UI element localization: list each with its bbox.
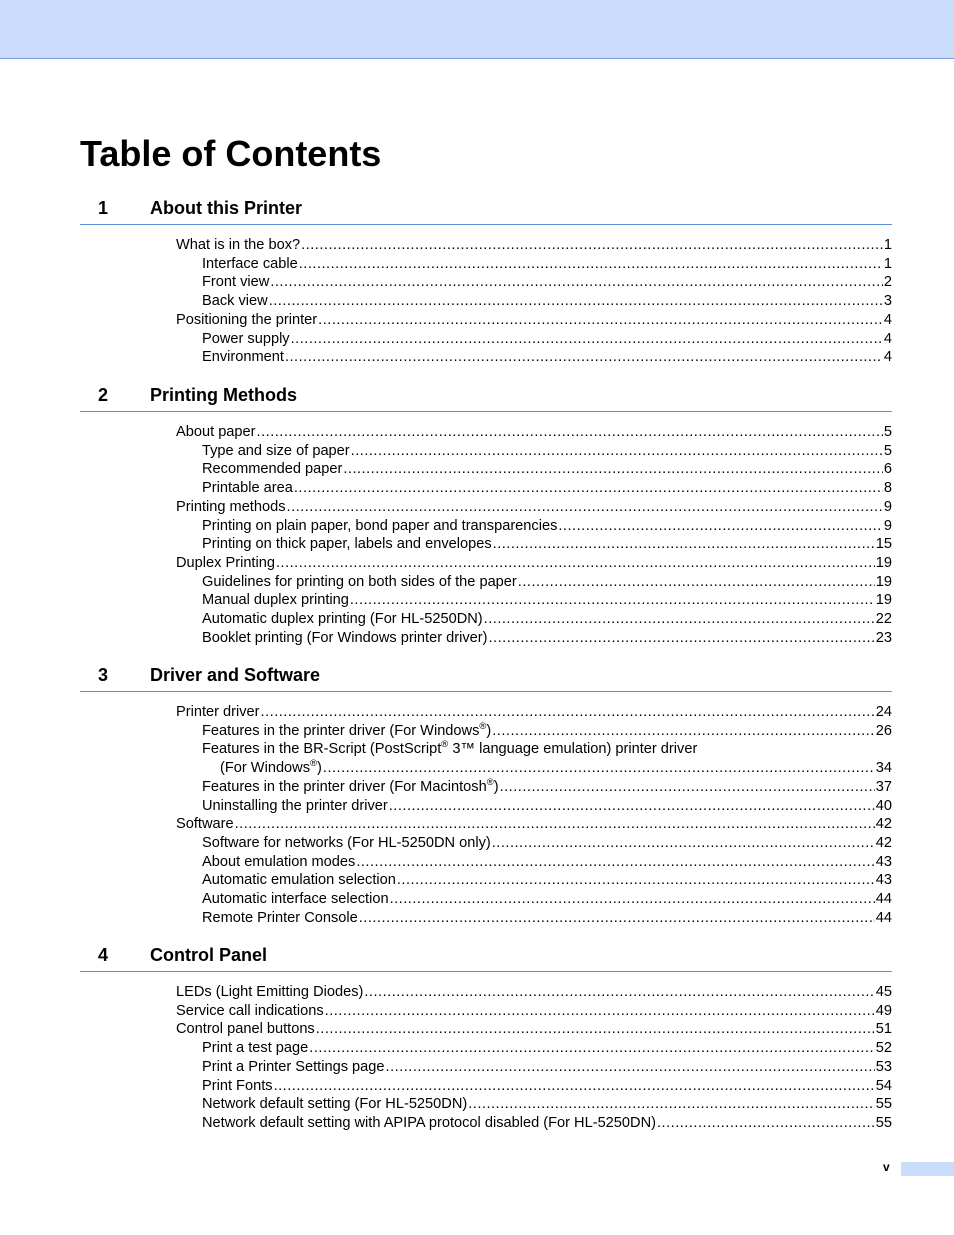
toc-entry-title-text: Printer driver	[176, 704, 260, 720]
toc-entry-title-text: Features in the printer driver (For Macintosh	[202, 778, 487, 795]
dot-leader	[270, 273, 883, 292]
toc-entry-page: 34	[875, 760, 892, 777]
toc-entry[interactable]	[202, 797, 892, 816]
toc-entry-title	[202, 834, 491, 853]
toc-entry[interactable]	[202, 778, 892, 797]
toc-entry[interactable]	[202, 442, 892, 461]
dot-leader	[397, 871, 875, 890]
toc-entry-page: 49	[875, 1002, 892, 1019]
toc-entry-page: 9	[883, 517, 892, 534]
chapter-title: Driver and Software	[150, 665, 321, 685]
toc-entry-page: 24	[875, 704, 892, 720]
toc-entry[interactable]	[176, 983, 892, 1002]
dot-leader	[323, 759, 875, 778]
toc-entry-title	[202, 273, 269, 292]
toc-entry-title-suffix: 3™ language emulation) printer driver	[448, 741, 698, 758]
dot-leader	[492, 722, 875, 741]
toc-entry-page: 42	[875, 834, 892, 851]
dot-leader	[500, 778, 875, 797]
toc-entry[interactable]	[202, 1039, 892, 1058]
chapter-heading[interactable]	[80, 943, 892, 972]
toc-entry-page: 44	[875, 909, 892, 926]
toc-entry-page: 26	[875, 722, 892, 739]
toc-entry-page: 45	[875, 984, 892, 1000]
registered-mark: ®	[441, 740, 449, 751]
toc-entry-page: 5	[883, 424, 892, 440]
toc-entry-title-text: Recommended paper	[202, 461, 343, 478]
toc-entry-page: 22	[875, 611, 892, 627]
toc-entry-title	[176, 703, 260, 722]
toc-entry-page: 9	[883, 498, 892, 515]
toc-entry-page: 6	[883, 461, 892, 478]
chapter-title: Printing Methods	[150, 385, 297, 405]
dot-leader	[364, 983, 874, 1002]
toc-entry-title	[202, 871, 396, 890]
dot-leader	[269, 292, 883, 311]
page-title: Table of Contents	[80, 133, 382, 174]
toc-entry-title-text: Network default setting (For HL-5250DN)	[202, 1096, 468, 1113]
header-band	[0, 0, 954, 59]
toc-entry-title-text: Printable area	[202, 480, 293, 497]
toc-entry-title	[202, 797, 388, 816]
toc-entry-title	[202, 517, 557, 536]
toc-entry-title-text: LEDs (Light Emitting Diodes)	[176, 984, 364, 1000]
toc-entry-title	[202, 629, 487, 648]
toc-entry[interactable]	[202, 722, 892, 741]
dot-leader	[261, 703, 875, 722]
toc-entry[interactable]	[202, 1058, 892, 1077]
toc-entry-page: 3	[883, 293, 892, 310]
dot-leader	[299, 255, 883, 274]
toc-entry-page: 4	[883, 311, 892, 328]
toc-entry-title	[202, 292, 268, 311]
toc-entry-title	[202, 255, 298, 274]
toc-entry-page: 19	[875, 573, 892, 590]
toc-entry[interactable]	[202, 1095, 892, 1114]
toc-entry-title-text: Duplex Printing	[176, 554, 275, 571]
toc-entry[interactable]	[202, 255, 892, 274]
toc-entry-title-text: Environment	[202, 349, 284, 366]
toc-entry[interactable]	[202, 479, 892, 498]
toc-entry[interactable]	[202, 591, 892, 610]
toc-entry-title-text: Interface cable	[202, 255, 298, 272]
toc-entry-title	[202, 909, 358, 928]
chapter-heading[interactable]	[80, 196, 892, 225]
toc-entry[interactable]	[202, 890, 892, 909]
toc-entry-page: 43	[875, 872, 892, 889]
dot-leader	[488, 629, 874, 648]
dot-leader	[276, 554, 875, 573]
toc-entry-page: 51	[875, 1021, 892, 1038]
toc-entry-title-text: Front view	[202, 274, 270, 291]
toc-entry[interactable]	[202, 909, 892, 928]
toc-entry-page: 53	[875, 1058, 892, 1075]
chapter-heading[interactable]	[80, 663, 892, 692]
toc-entry-title-text: Uninstalling the printer driver	[202, 797, 388, 814]
dot-leader	[468, 1095, 875, 1114]
toc-entry-title	[202, 1058, 385, 1077]
toc-entry-title-text: Control panel buttons	[176, 1021, 315, 1038]
toc-entry-page: 40	[875, 797, 892, 814]
toc-entry-title	[176, 498, 286, 517]
toc-entry-title-text: About paper	[176, 424, 256, 440]
dot-leader	[386, 1058, 875, 1077]
toc-entry-page: 15	[875, 536, 892, 553]
toc-entry[interactable]	[202, 573, 892, 592]
toc-entry-title	[202, 535, 492, 554]
toc-entry-title	[202, 573, 517, 592]
toc-entry-title-text: About emulation modes	[202, 853, 356, 870]
toc-entry-title	[202, 479, 293, 498]
chapter-number: 3	[98, 665, 109, 685]
dot-leader	[285, 348, 883, 367]
dot-leader	[350, 591, 875, 610]
dot-leader	[274, 1077, 875, 1096]
dot-leader	[325, 1002, 875, 1021]
dot-leader	[492, 834, 875, 853]
toc-entry-title	[176, 1002, 324, 1021]
chapter-number: 4	[98, 945, 109, 965]
toc-entry-title-text: Guidelines for printing on both sides of the paper	[202, 573, 517, 590]
toc-entry-title	[202, 740, 697, 759]
dot-leader	[287, 498, 883, 517]
toc-entry-page: 54	[875, 1077, 892, 1094]
registered-mark: ®	[310, 759, 318, 770]
dot-leader	[318, 311, 883, 330]
toc-entry-title-text: Print Fonts	[202, 1077, 273, 1094]
toc-entry-title-text: Automatic duplex printing (For HL-5250DN)	[202, 611, 483, 627]
toc-entry-title	[202, 1077, 273, 1096]
toc-entry-title-text: Printing on plain paper, bond paper and transparencies	[202, 517, 558, 534]
footer-tab	[901, 1162, 954, 1176]
toc-entry-title	[176, 1020, 315, 1039]
dot-leader	[309, 1039, 874, 1058]
toc-entry-title-text: Positioning the printer	[176, 311, 318, 328]
toc-entry-title	[176, 236, 300, 255]
toc-entry[interactable]	[176, 703, 892, 722]
toc-entry-title-text: Automatic interface selection	[202, 891, 389, 907]
toc-entry-title	[202, 610, 483, 629]
toc-entry[interactable]	[202, 460, 892, 479]
toc-entry-title-text: Network default setting with APIPA protocol disabled (For HL-5250DN)	[202, 1114, 656, 1131]
toc-entry-title-text: Software	[176, 816, 234, 833]
toc-entry-page: 44	[875, 891, 892, 907]
toc-entry[interactable]	[176, 1002, 892, 1021]
chapter-number: 1	[98, 198, 109, 218]
toc-entry-page: 19	[875, 592, 892, 609]
toc-entry-page: 37	[875, 778, 892, 795]
toc-entry-title	[202, 778, 499, 797]
toc-entry-page: 19	[875, 554, 892, 571]
chapter-number: 2	[98, 385, 109, 405]
dot-leader	[484, 610, 875, 629]
toc-entry-title-text: Print a Printer Settings page	[202, 1058, 385, 1075]
toc-entry-title	[176, 311, 317, 330]
toc-entry-title	[202, 1039, 308, 1058]
dot-leader	[657, 1114, 875, 1133]
toc-entry-page: 2	[883, 274, 892, 291]
toc-entry-title-suffix: )	[486, 722, 492, 739]
toc-entry-title-text: Features in the printer driver (For Windows	[202, 722, 480, 739]
dot-leader	[558, 517, 883, 536]
toc-entry-title-text: Features in the BR-Script (PostScript	[202, 741, 442, 758]
toc-entry-title	[202, 330, 290, 349]
dot-leader	[493, 535, 875, 554]
toc-entry[interactable]	[202, 330, 892, 349]
toc-entry-title	[202, 460, 342, 479]
toc-entry[interactable]	[202, 348, 892, 367]
toc-entry[interactable]	[176, 311, 892, 330]
toc-entry-page: 1	[883, 237, 892, 253]
toc-entry-title	[176, 983, 363, 1002]
toc-entry-title	[202, 853, 355, 872]
toc-entry-title-text: Remote Printer Console	[202, 909, 358, 926]
toc-entry-title	[220, 759, 322, 778]
toc-entry[interactable]	[202, 740, 892, 759]
toc-entry-title-text: What is in the box?	[176, 237, 301, 253]
page-number: v	[883, 1160, 890, 1174]
toc-entry-title	[202, 348, 284, 367]
dot-leader	[390, 890, 875, 909]
toc-entry-page: 8	[883, 480, 892, 497]
toc-entry-page: 4	[883, 349, 892, 366]
toc-entry[interactable]	[202, 610, 892, 629]
toc-entry-page: 1	[883, 255, 892, 272]
toc-entry[interactable]	[202, 535, 892, 554]
toc-entry-title-text: Type and size of paper	[202, 442, 350, 459]
toc-entry-title	[202, 722, 491, 741]
toc-entry[interactable]	[202, 273, 892, 292]
toc-entry-title-text: Software for networks (For HL-5250DN only)	[202, 834, 491, 851]
toc-entry-page: 4	[883, 330, 892, 347]
toc-entry-page: 43	[875, 853, 892, 870]
toc-entry-title	[202, 442, 350, 461]
toc-entry[interactable]	[176, 554, 892, 573]
toc-entry-title	[176, 554, 275, 573]
dot-leader	[257, 423, 883, 442]
toc-entry-title-text: Manual duplex printing	[202, 592, 349, 609]
dot-leader	[356, 853, 874, 872]
toc-entry-title-text: Booklet printing (For Windows printer driver)	[202, 629, 488, 646]
toc-entry-title-suffix: )	[493, 778, 499, 795]
dot-leader	[316, 1020, 875, 1039]
toc-entry-title-text: Service call indications	[176, 1002, 324, 1019]
toc-entry[interactable]	[202, 517, 892, 536]
toc-entry-title-text: Back view	[202, 293, 268, 310]
registered-mark: ®	[479, 721, 487, 732]
toc-entry-title	[202, 1114, 656, 1133]
toc-entry[interactable]	[176, 423, 892, 442]
dot-leader	[518, 573, 875, 592]
chapter-heading[interactable]	[80, 383, 892, 412]
toc-entry-page: 55	[875, 1096, 892, 1113]
toc-entry[interactable]	[202, 629, 892, 648]
dot-leader	[291, 330, 883, 349]
toc-entry[interactable]	[202, 834, 892, 853]
dot-leader	[343, 460, 883, 479]
toc-entry-page: 5	[883, 442, 892, 459]
toc-entry-title	[202, 591, 349, 610]
toc-entry-page: 42	[875, 816, 892, 833]
toc-entry[interactable]	[220, 759, 892, 778]
toc-entry[interactable]	[202, 1114, 892, 1133]
toc-entry-title-text: Print a test page	[202, 1040, 309, 1057]
toc-entry[interactable]	[202, 871, 892, 890]
dot-leader	[351, 442, 883, 461]
toc-entry-title-suffix: )	[317, 760, 322, 777]
toc-entry[interactable]	[176, 236, 892, 255]
toc-entry-title-text: Printing on thick paper, labels and envelopes	[202, 536, 492, 553]
dot-leader	[301, 236, 883, 255]
toc-entry-title-text: Automatic emulation selection	[202, 872, 396, 889]
toc-entry[interactable]	[202, 292, 892, 311]
toc-entry[interactable]	[176, 498, 892, 517]
chapter-title: About this Printer	[150, 198, 302, 218]
toc-entry[interactable]	[202, 1077, 892, 1096]
toc-entry-title	[202, 1095, 467, 1114]
toc-entry-title	[176, 423, 256, 442]
dot-leader	[359, 909, 875, 928]
toc-entry-title-text: Power supply	[202, 330, 290, 347]
toc-entry-page: 23	[875, 629, 892, 646]
toc-entry-page: 52	[875, 1040, 892, 1057]
toc-entry-title	[176, 815, 234, 834]
toc-entry-page: 55	[875, 1114, 892, 1131]
dot-leader	[294, 479, 883, 498]
toc-entry[interactable]	[202, 853, 892, 872]
toc-entry-title-text: (For Windows	[220, 760, 311, 777]
dot-leader	[389, 797, 875, 816]
toc-entry-title	[202, 890, 389, 909]
dot-leader	[235, 815, 875, 834]
toc-entry-title-text: Printing methods	[176, 498, 286, 515]
toc-entry[interactable]	[176, 1020, 892, 1039]
toc-entry[interactable]	[176, 815, 892, 834]
registered-mark: ®	[486, 777, 494, 788]
chapter-title: Control Panel	[150, 945, 268, 965]
